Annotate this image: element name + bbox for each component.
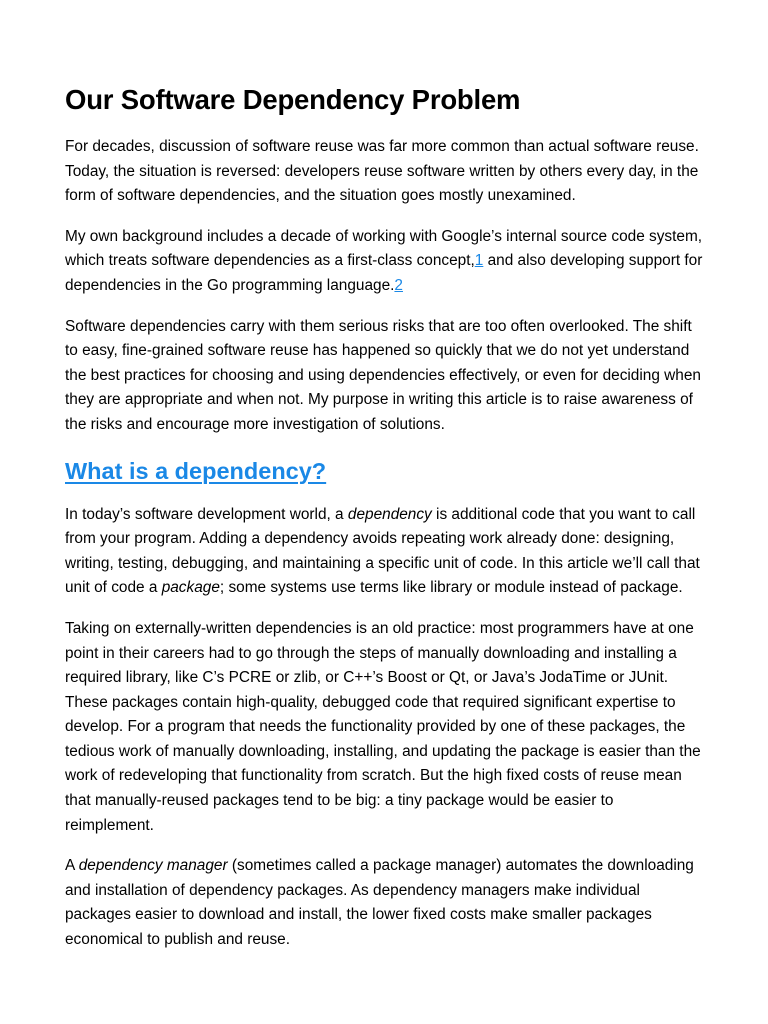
paragraph-definition (65, 503, 704, 601)
paragraph-definition-text-a: In today’s software development world, a (65, 505, 348, 523)
section-heading-what-is-dependency (65, 455, 704, 487)
section-heading-link[interactable]: What is a dependency? (65, 457, 327, 484)
paragraph-background (65, 225, 704, 299)
term-package: package (161, 579, 220, 597)
footnote-link-1[interactable]: 1 (474, 252, 484, 270)
page-title: Our Software Dependency Problem (65, 84, 521, 115)
term-dependency-manager: dependency manager (78, 857, 228, 875)
paragraph-intro: For decades, discussion of software reuse was far more common than actual software reuse. Today, the situation is reversed: developers reuse software written by others every day, in the form of software dependencies, and the situation goes mostly unexamined. (65, 138, 699, 205)
footnote-link-2[interactable]: 2 (394, 276, 403, 294)
paragraph-risks: Software dependencies carry with them serious risks that are too often overlooked. The shift to easy, fine-grained software reuse has happened so quickly that we do not yet understand the best practices for choosing and using dependencies effectively, or even for deciding when they are appropriate and when not. My purpose in writing this article is to raise awareness of the risks and encourage more investigation of solutions. (65, 317, 701, 433)
term-dependency: dependency (347, 505, 432, 523)
paragraph-definition-text-b: is additional code that you want to call from your program. Adding a dependency avoids repeating work already done: designing, writing, testing, debugging, and maintaining a specific unit of code. In this article we’ll call that unit of code a (65, 505, 700, 597)
paragraph-old-practice: Taking on externally-written dependencies is an old practice: most programmers have at one point in their careers had to go through the steps of manually downloading and installing a required library, like C’s PCRE or zlib, or C++’s Boost or Qt, or Java’s JodaTime or JUnit. These packages contain high-quality, debugged code that required significant expertise to develop. For a program that needs the functionality provided by one of these packages, the tedious work of manually downloading, installing, and updating the package is easier than the work of redeveloping that functionality from scratch. But the high fixed costs of reuse mean that manually-reused packages tend to be big: a tiny package would be easier to reimplement. (65, 619, 701, 834)
paragraph-definition-text-c: ; some systems use terms like library or module instead of package. (219, 579, 683, 597)
paragraph-background-text-b: and also developing support for dependencies in the Go programming language. (65, 252, 703, 294)
paragraph-background-text-a: My own background includes a decade of working with Google’s internal source code system, which treats software dependencies as a first-class concept, (65, 227, 703, 270)
paragraph-dependency-manager-text-b: (sometimes called a package manager) automates the downloading and installation of dependency packages. As dependency managers make individual packages easier to download and install, the lower fixed costs make smaller packages economical to publish and reuse. (65, 857, 694, 949)
paragraph-dependency-manager-text-a: A (65, 857, 79, 875)
paragraph-dependency-manager (65, 854, 704, 952)
